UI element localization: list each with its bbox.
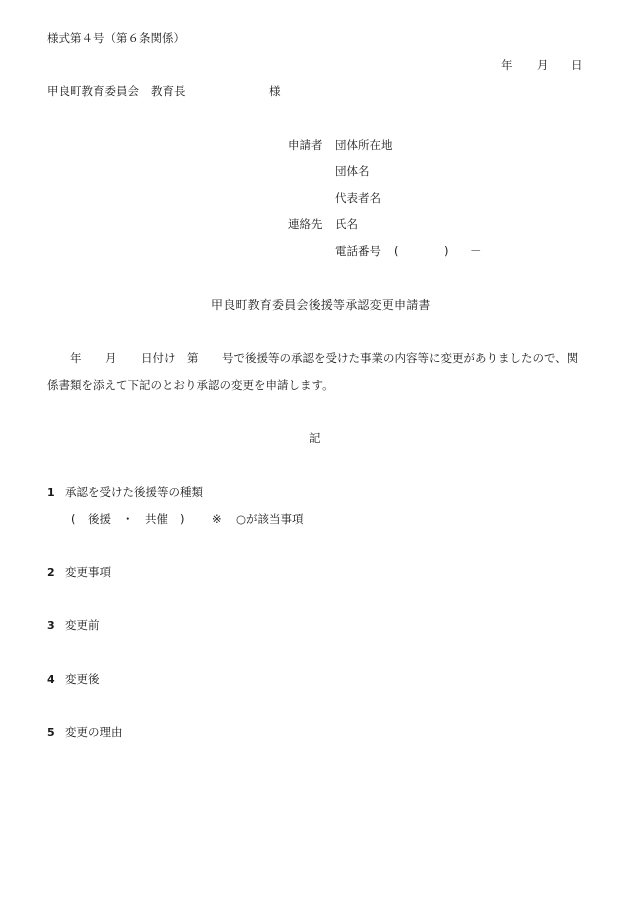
applicant-name-label: 団体名 xyxy=(335,164,370,178)
body-line2: 係書類を添えて下記のとおり承認の変更を申請します。 xyxy=(47,378,334,392)
item-label: 承認を受けた後援等の種類 xyxy=(65,485,203,499)
contact-phone-label: 電話番号 xyxy=(335,244,381,258)
addressee-role: 教育長 xyxy=(151,84,186,98)
addressee-org: 甲良町教育委員会 xyxy=(47,84,139,98)
item-number: 3 xyxy=(47,619,55,632)
form-number: 様式第４号（第６条関係） xyxy=(47,31,185,45)
ki-heading: 記 xyxy=(309,431,321,445)
body-dated-label: 日付け xyxy=(141,351,176,365)
note-mark: ※ xyxy=(212,512,222,526)
item-label: 変更の理由 xyxy=(65,725,123,739)
contact-label: 連絡先 xyxy=(288,217,323,231)
contact-phone-dash: － xyxy=(470,244,482,258)
item-number: 4 xyxy=(47,673,55,686)
applicant-rep-label: 代表者名 xyxy=(335,191,381,205)
applicant-address-label: 団体所在地 xyxy=(335,138,393,152)
body-line1-rest: 号で後援等の承認を受けた事業の内容等に変更がありましたので、関 xyxy=(222,351,579,365)
item-label: 変更前 xyxy=(65,618,100,632)
item-number: 5 xyxy=(47,726,55,739)
item-number: 1 xyxy=(47,486,55,499)
applicant-label: 申請者 xyxy=(288,138,323,152)
contact-phone-open: ( xyxy=(394,244,399,258)
type-open-paren: ( xyxy=(71,512,76,526)
type-separator: ・ xyxy=(122,512,134,526)
date-month-label: 月 xyxy=(537,58,549,72)
type-close-paren: ) xyxy=(180,512,185,526)
contact-phone-close: ) xyxy=(444,244,449,258)
document-title: 甲良町教育委員会後援等承認変更申請書 xyxy=(211,298,431,312)
type-option-kyousai: 共催 xyxy=(145,512,168,526)
addressee-honorific: 様 xyxy=(269,84,281,98)
body-no-label: 第 xyxy=(187,351,199,365)
body-month-label: 月 xyxy=(105,351,117,365)
type-option-kouen: 後援 xyxy=(88,512,111,526)
item-label: 変更後 xyxy=(65,672,100,686)
body-year-label: 年 xyxy=(70,351,82,365)
contact-name-label: 氏名 xyxy=(335,217,358,231)
note-text: ○が該当事項 xyxy=(236,512,304,526)
date-year-label: 年 xyxy=(501,58,513,72)
item-label: 変更事項 xyxy=(65,565,111,579)
date-day-label: 日 xyxy=(571,58,583,72)
item-number: 2 xyxy=(47,566,55,579)
